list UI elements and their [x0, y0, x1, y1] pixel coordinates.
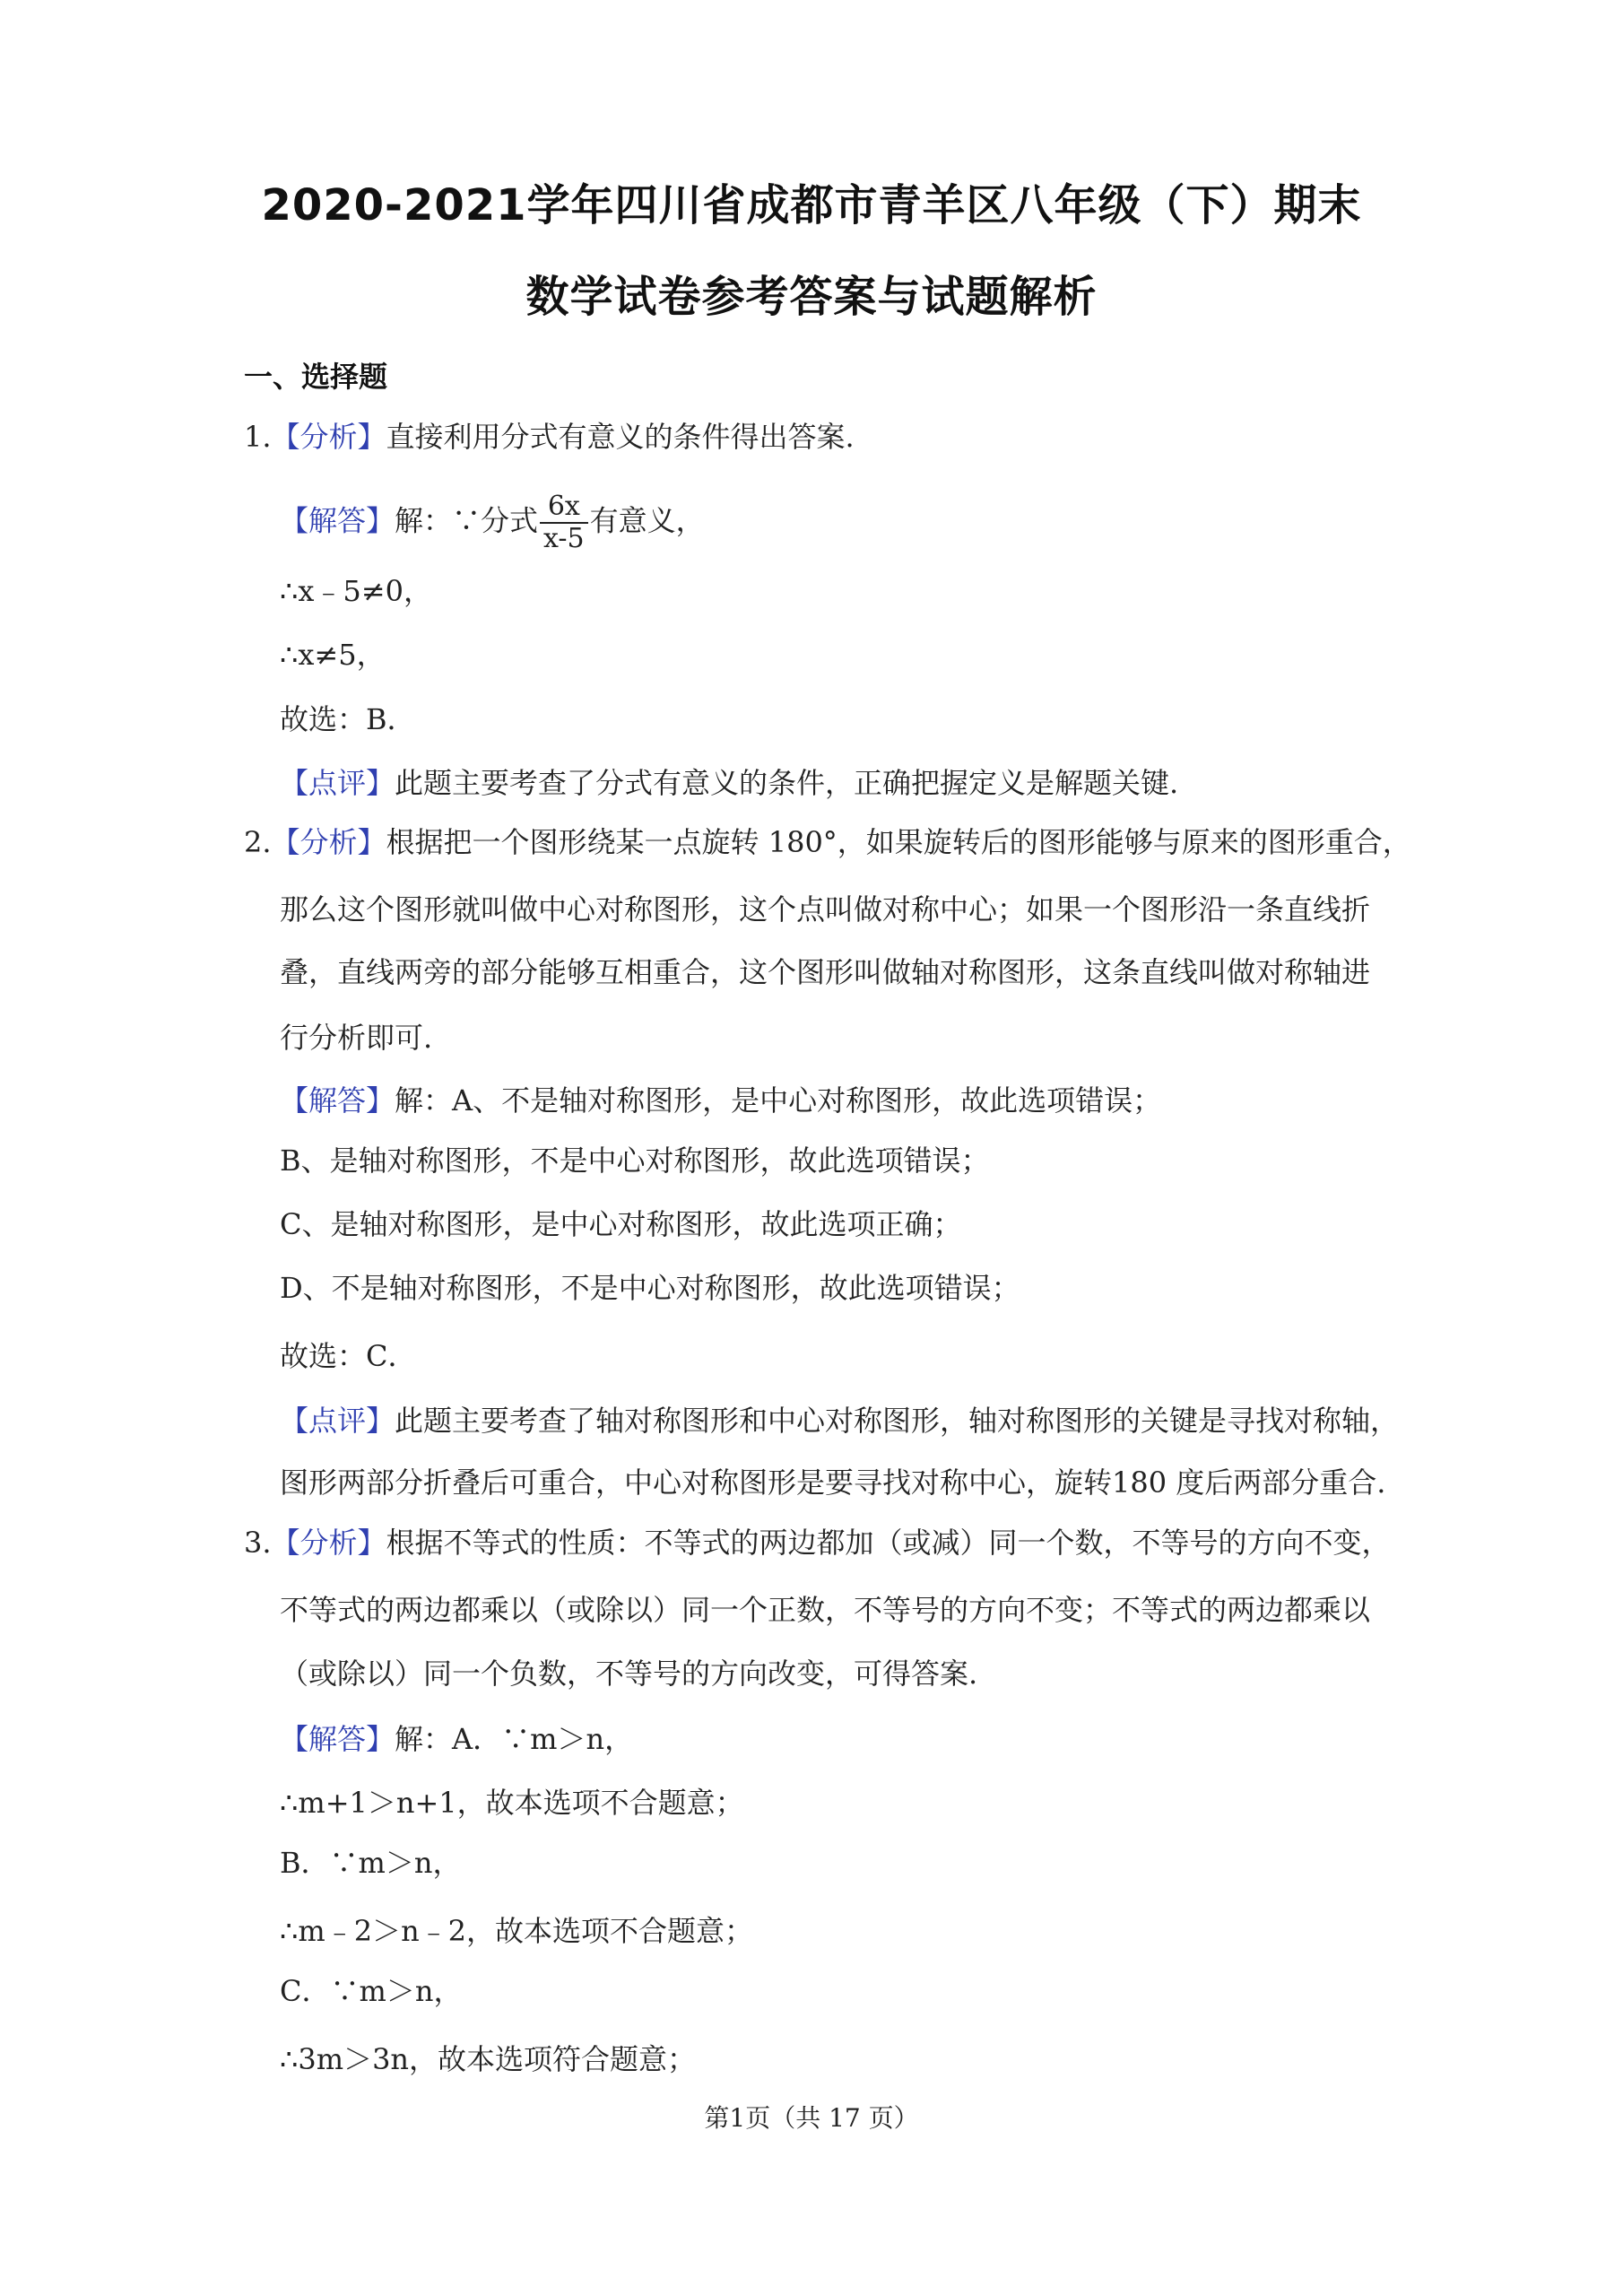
q3-step-a: ∴m+1＞n+1，故本选项不合题意；: [280, 1786, 744, 1820]
q3-number: 3.: [244, 1526, 272, 1560]
comment-tag: 【点评】: [280, 766, 395, 800]
q2-option-d: D、不是轴对称图形，不是中心对称图形，故此选项错误；: [280, 1271, 1020, 1305]
q2-number: 2.: [244, 825, 272, 859]
q1-answer: [280, 491, 705, 554]
q2-analysis-line-2: 那么这个图形就叫做中心对称图形，这个点叫做对称中心；如果一个图形沿一条直线折: [280, 892, 1371, 926]
analysis-tag: 【分析】: [271, 420, 386, 454]
q3-step-c: ∴3m＞3n，故本选项符合题意；: [280, 2042, 697, 2076]
answer-tag: 【解答】: [280, 1083, 395, 1118]
q2-answer-text-1: 解：A、不是轴对称图形，是中心对称图形，故此选项错误；: [395, 1083, 1162, 1118]
q1-analysis: [244, 419, 855, 455]
page-footer: 第1页（共 17 页）: [704, 2103, 919, 2133]
answer-tag: 【解答】: [280, 1722, 395, 1756]
q1-analysis-text: 直接利用分式有意义的条件得出答案.: [386, 420, 855, 454]
analysis-tag: 【分析】: [271, 1526, 386, 1560]
q2-option-c: C、是轴对称图形，是中心对称图形，故此选项正确；: [280, 1207, 962, 1241]
q3-step-b: ∴m﹣2＞n﹣2，故本选项不合题意；: [280, 1914, 754, 1948]
q2-analysis-line-3: 叠，直线两旁的部分能够互相重合，这个图形叫做轴对称图形，这条直线叫做对称轴进: [280, 955, 1371, 989]
q1-step-2: ∴x≠5，: [280, 638, 386, 672]
fraction-numerator: 6x: [540, 491, 588, 524]
q1-step-1: ∴x﹣5≠0，: [280, 574, 432, 608]
q3-analysis-text-1: 根据不等式的性质：不等式的两边都加（或减）同一个数，不等号的方向不变，: [386, 1526, 1391, 1560]
q2-analysis-line-1: [244, 824, 1411, 860]
q2-analysis-line-4: 行分析即可.: [280, 1021, 433, 1055]
analysis-tag: 【分析】: [271, 825, 386, 859]
q3-option-c: C．∵m＞n，: [280, 1974, 463, 2008]
comment-tag: 【点评】: [280, 1404, 395, 1438]
q3-analysis-line-2: 不等式的两边都乘以（或除以）同一个正数，不等号的方向不变；不等式的两边都乘以: [280, 1593, 1371, 1627]
doc-title-line-1: 2020-2021学年四川省成都市青羊区八年级（下）期末: [261, 180, 1362, 230]
doc-title-line-2: 数学试卷参考答案与试题解析: [525, 272, 1098, 322]
q1-answer-prefix: 解：∵分式: [395, 503, 539, 538]
q3-option-b: B．∵m＞n，: [280, 1846, 462, 1880]
q2-option-b: B、是轴对称图形，不是中心对称图形，故此选项错误；: [280, 1144, 990, 1178]
q3-answer-text-1: 解：A．∵m＞n，: [395, 1722, 634, 1756]
q3-answer-line-1: [280, 1721, 633, 1757]
q1-fraction: [540, 491, 588, 554]
q1-answer-suffix: 有意义，: [589, 503, 705, 538]
answer-tag: 【解答】: [280, 503, 395, 538]
q1-choice: 故选：B．: [280, 702, 416, 736]
q2-analysis-text-1: 根据把一个图形绕某一点旋转 180°，如果旋转后的图形能够与原来的图形重合，: [386, 825, 1411, 859]
q1-comment: [280, 765, 1178, 801]
section-heading: 一、选择题: [244, 360, 388, 394]
q3-analysis-line-1: [244, 1525, 1391, 1561]
q2-comment-line-1: [280, 1403, 1399, 1439]
q1-number: 1.: [244, 420, 272, 454]
q2-choice: 故选：C．: [280, 1339, 417, 1373]
fraction-denominator: x-5: [543, 523, 585, 554]
q2-comment-line-2: 图形两部分折叠后可重合，中心对称图形是要寻找对称中心，旋转180 度后两部分重合.: [280, 1465, 1386, 1500]
q2-comment-text-1: 此题主要考查了轴对称图形和中心对称图形，轴对称图形的关键是寻找对称轴，: [395, 1404, 1400, 1438]
q3-analysis-line-3: （或除以）同一个负数，不等号的方向改变，可得答案.: [280, 1657, 978, 1691]
q2-answer-line-1: [280, 1083, 1161, 1118]
q1-comment-text: 此题主要考查了分式有意义的条件，正确把握定义是解题关键.: [395, 766, 1179, 800]
